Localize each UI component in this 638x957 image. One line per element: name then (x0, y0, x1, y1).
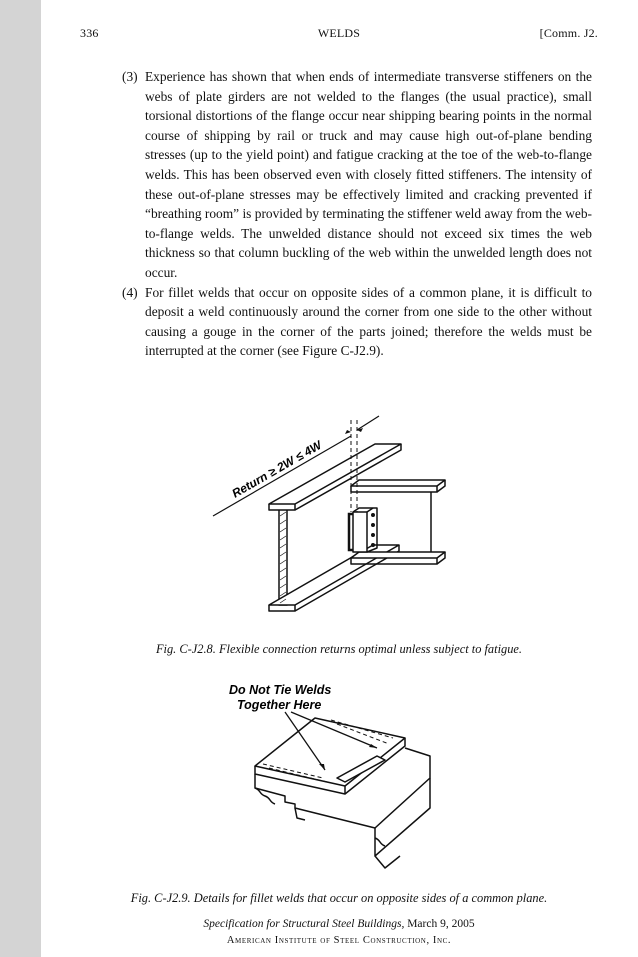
list-item-number: (3) (122, 69, 138, 84)
figure-c-j2-8-caption: Fig. C-J2.8. Flexible connection returns optimal unless subject to fatigue. (155, 642, 523, 656)
list-item-text: For fillet welds that occur on opposite sides of a common plane, it is difficult to deposit a weld continuously around the corner from one side to the other without causing a gouge in the corner of the parts joined; therefore the welds must be interrupted at the corner (see Figure C-J2.9). (145, 284, 592, 359)
footer-date: March 9, 2005 (404, 918, 475, 930)
figure-c-j2-8-drawing (195, 400, 485, 625)
page-margin-sidebar (0, 0, 41, 957)
figure-c-j2-9-label-line-1: Do Not Tie Welds (229, 683, 332, 697)
page-number: 336 (80, 26, 99, 40)
list-item-number: (4) (122, 284, 138, 300)
list-item-3 (122, 67, 592, 283)
figure-c-j2-9-caption: Fig. C-J2.9. Details for fillet welds that occur on opposite sides of a common plane. (130, 891, 548, 905)
return-dimension-label: Return ≥ 2W ≤ 4W (229, 437, 325, 501)
running-header-comm: [Comm. J2. (539, 26, 598, 40)
body-text (122, 67, 592, 361)
figure-c-j2-9-label-line-2: Together Here (237, 698, 322, 712)
footer-spec-line (0, 918, 638, 930)
footer-spec-title: Specification for Structural Steel Buildings, (203, 918, 405, 930)
figure-c-j2-9-drawing (225, 678, 475, 878)
footer-organization: American Institute of Steel Construction, Inc. (226, 935, 452, 946)
list-item-text: Experience has shown that when ends of intermediate transverse stiffeners on the webs of plate girders are not welded to the flanges (the usual practice), small torsional distortions of the flange occur near shipping bearing points in the normal course of shipping by rail or truck and may cause high out-of-plane bending stresses (up to the yield point) and fatigue cracking at the toe of the web-to-flange welds. This has been observed even with closely fitted stiffeners. The intensity of these out-of-plane stresses may be effectively limited and cracking prevented if “breathing room” is provided by terminating the stiffener weld away from the web-to-flange welds. The unwelded distance should not exceed six times the web thickness so that column buckling of the web within the unwelded length does not occur. (145, 69, 592, 280)
running-header-section: WELDS (317, 26, 361, 40)
list-item-4 (122, 283, 592, 361)
